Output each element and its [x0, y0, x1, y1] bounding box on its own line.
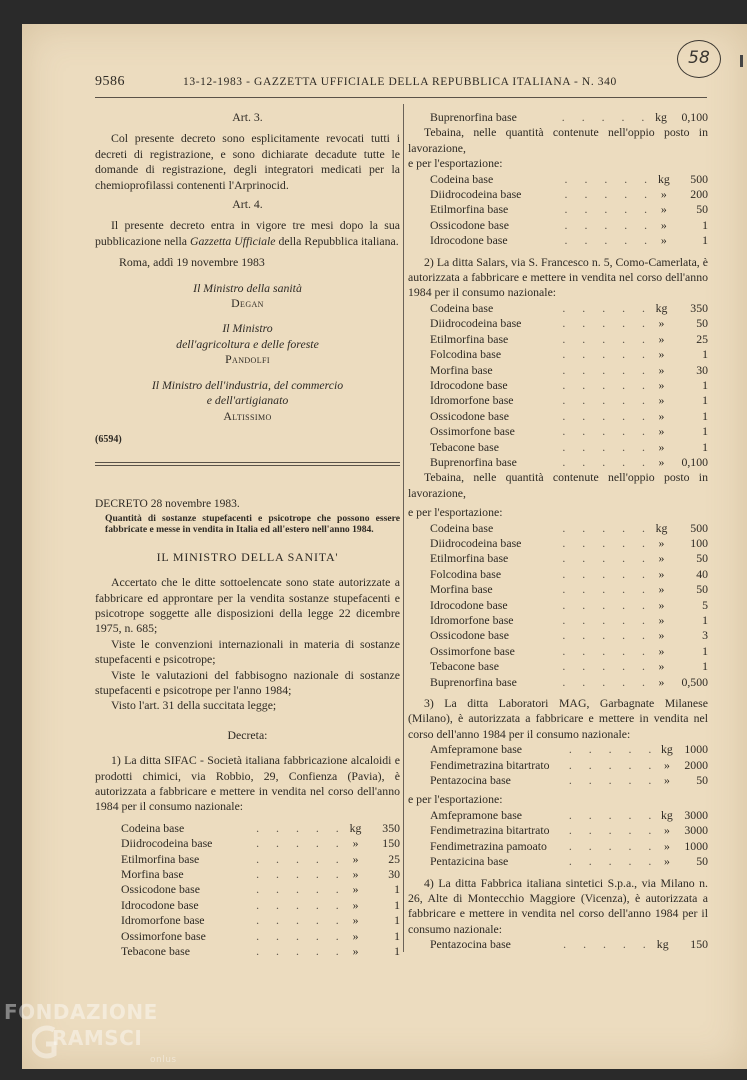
substance-name: Diidrocodeina base: [430, 187, 522, 202]
unit: »: [663, 823, 670, 838]
column-divider: [403, 104, 404, 952]
unit: »: [658, 454, 665, 469]
unit: »: [660, 217, 667, 232]
signature-1: [95, 281, 400, 312]
substance-name: Diidrocodeina base: [430, 535, 522, 550]
substance-name: Pentazocina base: [430, 937, 511, 952]
table-row: [430, 409, 708, 424]
quantity: 1: [702, 233, 708, 248]
table-row: [121, 944, 400, 959]
table-row: [430, 937, 708, 952]
item-2-text: 2) La ditta Salars, via S. Francesco n. 5, Como-Camerlata, è autorizzata a fabbricare e mettere in vendita nel corso dell'anno 1984 per il consumo nazionale:: [408, 254, 708, 300]
quantity: 200: [690, 187, 708, 202]
item-1-table: [121, 821, 400, 960]
table-row: [430, 742, 708, 757]
table-row: [430, 839, 708, 854]
table-row: [430, 551, 708, 566]
leader-dots: . . . . .: [564, 217, 655, 232]
item-3-text: 3) La ditta Laboratori MAG, Garbagnate Milanese (Milano), è autorizzata a fabbricare e mettere in vendita nel corso dell'anno 1984 per il consumo nazionale:: [408, 696, 708, 741]
unit: »: [658, 393, 665, 408]
leader-dots: . . . . .: [562, 674, 652, 689]
leader-dots: . . . . .: [562, 393, 652, 408]
unit: »: [663, 838, 670, 853]
table-row: [430, 613, 708, 628]
leader-dots: . . . . .: [562, 566, 652, 581]
quantity: 30: [388, 867, 400, 882]
unit: »: [352, 882, 359, 897]
decree-title: DECRETO 28 novembre 1983.: [95, 498, 240, 511]
table-row: [430, 332, 708, 347]
table-row: [430, 440, 708, 455]
table-row: [430, 301, 708, 316]
leader-dots: . . . . .: [256, 867, 346, 882]
substance-name: Morfina base: [430, 362, 493, 377]
leader-dots: . . . . .: [562, 362, 652, 377]
quantity: 1: [702, 377, 708, 392]
substance-name: Etilmorfina base: [430, 202, 509, 217]
article-4-heading: Art. 4.: [232, 197, 263, 212]
edge-mark: [740, 55, 743, 67]
leader-dots: . . . . .: [256, 913, 346, 928]
table-row: [430, 854, 708, 869]
leader-dots: . . . . .: [562, 331, 652, 346]
leader-dots: . . . . .: [568, 823, 659, 838]
quantity: 50: [696, 773, 708, 788]
quantity: 1: [702, 659, 708, 674]
substance-name: Idromorfone base: [430, 393, 514, 408]
article-4-text: Il presente decreto entra in vigore tre mesi dopo la sua pubblicazione nella Gazzetta Ufficiale della Repubblica italiana.: [95, 218, 400, 248]
table-row: [430, 110, 708, 125]
preamble-3: Viste le valutazioni del fabbisogno nazionale di sostanze stupefacenti e psicotrope per l'anno 1984;: [95, 667, 400, 697]
leader-dots: . . . . .: [256, 820, 346, 835]
quantity: 1: [702, 393, 708, 408]
table-row: [430, 598, 708, 613]
unit: »: [352, 867, 359, 882]
substance-name: Pentazicina base: [430, 854, 509, 869]
substance-name: Codeina base: [430, 520, 494, 535]
table-row: [430, 455, 708, 470]
substance-name: Tebacone base: [430, 439, 499, 454]
leader-dots: . . . . .: [562, 347, 652, 362]
signature-3-name: Altissimo: [223, 408, 272, 423]
leader-dots: . . . . .: [562, 520, 652, 535]
export-1-table: [430, 172, 708, 249]
preamble-1: Accertato che le ditte sottoelencate sono state autorizzate a fabbricare ed approntare per la vendita sostanze stupefacenti e psicotrope soggette alle disposizioni della legge 22 dicembre 1975, n. 685;: [95, 575, 400, 636]
quantity: 1: [702, 217, 708, 232]
tebaina-note-2: Tebaina, nelle quantità contenute nell'oppio posto in lavorazione,: [408, 470, 708, 500]
item-1-text: 1) La ditta SIFAC - Società italiana fabbricazione alcaloidi e prodotti chimici, via Robbio, 29, Confienza (Pavia), è autorizzata a fabbricare e mettere in vendita nel corso dell'anno 1984 per il consumo nazionale:: [95, 753, 400, 814]
table-row: [430, 628, 708, 643]
signature-3-role-a: Il Ministro dell'industria, del commercio: [151, 377, 344, 392]
quantity: 0,100: [681, 110, 708, 124]
unit: »: [663, 854, 670, 869]
item-4-table: [430, 937, 708, 952]
substance-name: Etilmorfina base: [121, 851, 200, 866]
quantity: 500: [690, 520, 708, 535]
unit: kg: [661, 742, 673, 757]
table-row: [430, 773, 708, 788]
signature-2-name: Pandolfi: [225, 352, 270, 367]
quantity: 1: [702, 424, 708, 439]
unit: kg: [655, 300, 668, 315]
quantity: 100: [690, 535, 708, 550]
table-row: [121, 821, 400, 836]
substance-name: Diidrocodeina base: [121, 836, 213, 851]
substance-name: Ossimorfone base: [430, 643, 515, 658]
unit: »: [658, 424, 665, 439]
unit: »: [658, 377, 665, 392]
leader-dots: . . . . .: [256, 944, 346, 959]
leader-dots: . . . . .: [256, 928, 346, 943]
quantity: 50: [696, 551, 708, 566]
table-row: [121, 852, 400, 867]
leader-dots: . . . . .: [256, 851, 346, 866]
item-4-text: 4) La ditta Fabbrica italiana sintetici S.p.a., via Milano n. 26, Alte di Montecchio Maggiore (Vicenza), è autorizzata a fabbricare e mettere in vendita nel corso dell'anno 1984 per il consumo nazionale:: [408, 875, 708, 936]
table-row: [430, 424, 708, 439]
table-row: [430, 536, 708, 551]
signature-2-role-b: dell'agricoltura e delle foreste: [176, 336, 319, 351]
unit: kg: [655, 520, 668, 535]
table-row: [430, 363, 708, 378]
table-row: [430, 393, 708, 408]
unit: »: [660, 233, 667, 248]
quantity: 50: [696, 202, 708, 217]
quantity: 350: [690, 300, 708, 315]
leader-dots: . . . . .: [564, 202, 655, 217]
leader-dots: . . . . .: [562, 316, 652, 331]
export-2-table: [430, 521, 708, 690]
item-3-table: [430, 742, 708, 788]
unit: »: [658, 535, 665, 550]
substance-name: Ossicodone base: [430, 628, 509, 643]
signature-3: [95, 378, 400, 424]
page-number: 9586: [95, 74, 125, 89]
unit: »: [658, 659, 665, 674]
unit: »: [658, 582, 665, 597]
substance-name: Idrocodone base: [430, 377, 508, 392]
table-row: [430, 218, 708, 233]
leader-dots: . . . . .: [564, 233, 655, 248]
watermark-line-1: FONDAZIONE: [4, 1000, 158, 1024]
leader-dots: . . . . .: [256, 897, 346, 912]
leader-dots: . . . . .: [562, 613, 652, 627]
leader-dots: . . . . .: [562, 377, 652, 392]
substance-name: Etilmorfina base: [430, 551, 509, 566]
table-row: [121, 898, 400, 913]
gazette-title: 13-12-1983 - GAZZETTA UFFICIALE DELLA REPUBBLICA ITALIANA - N. 340: [183, 76, 617, 88]
leader-dots: . . . . .: [256, 836, 346, 851]
quantity: 1000: [684, 742, 708, 757]
unit: »: [658, 439, 665, 454]
article-3-heading: Art. 3.: [232, 110, 263, 124]
leader-dots: . . . . .: [563, 937, 653, 952]
quantity: 1: [394, 882, 400, 897]
page-header: [95, 76, 705, 94]
watermark-line-3: onlus: [150, 1055, 177, 1065]
substance-name: Buprenorfina base: [430, 674, 517, 689]
table-row: [121, 836, 400, 851]
table-row: [430, 567, 708, 582]
unit: »: [658, 551, 665, 566]
substance-name: Amfepramone base: [430, 807, 523, 822]
leader-dots: . . . . .: [562, 643, 652, 658]
unit: kg: [656, 937, 669, 952]
table-row: [430, 202, 708, 217]
unit: kg: [349, 820, 362, 835]
unit: »: [352, 913, 359, 928]
decreta-heading: Decreta:: [227, 727, 268, 742]
leader-dots: . . . . .: [568, 838, 659, 853]
substance-name: Fendimetrazina pamoato: [430, 838, 547, 853]
leader-dots: . . . . .: [561, 110, 652, 124]
unit: »: [658, 408, 665, 423]
signature-3-role-b: e dell'artigianato: [206, 393, 289, 408]
substance-name: Pentazocina base: [430, 773, 511, 788]
unit: »: [658, 597, 665, 612]
leader-dots: . . . . .: [568, 757, 659, 772]
table-row: [430, 316, 708, 331]
signature-2-role-a: Il Ministro: [222, 321, 273, 336]
signature-1-role: Il Ministro della sanità: [193, 280, 302, 295]
section-double-rule: [95, 462, 400, 466]
unit: »: [352, 836, 359, 851]
export-label-1: e per l'esportazione:: [408, 156, 503, 171]
quantity: 1: [394, 928, 400, 943]
unit: »: [663, 757, 670, 772]
quantity: 150: [382, 836, 400, 851]
substance-name: Idromorfone base: [430, 613, 514, 627]
table-row: [430, 758, 708, 773]
preamble-2: Viste le convenzioni internazionali in materia di sostanze stupefacenti e psicotrope;: [95, 636, 400, 667]
unit: »: [352, 944, 359, 959]
quantity: 0,500: [681, 674, 708, 689]
substance-name: Morfina base: [121, 867, 184, 882]
quantity: 1: [702, 439, 708, 454]
quantity: 1: [702, 643, 708, 658]
handwritten-page-stamp: 58: [677, 40, 721, 78]
quantity: 500: [690, 171, 708, 186]
table-row: [430, 644, 708, 659]
unit: »: [658, 331, 665, 346]
substance-name: Amfepramone base: [430, 742, 523, 757]
leader-dots: . . . . .: [568, 773, 659, 788]
table-row: [430, 823, 708, 838]
quantity: 40: [696, 566, 708, 581]
article-3-text: Col presente decreto sono esplicitamente revocati tutti i decreti di registrazione, e sono dichiarate decadute tutte le domande di registrazione, degli integratori medicati per la chemioprofilassi contenenti l'Arprinocid.: [95, 131, 400, 192]
unit: »: [658, 347, 665, 362]
substance-name: Ossimorfone base: [121, 928, 206, 943]
substance-name: Ossicodone base: [430, 408, 509, 423]
tebaina-note-1: Tebaina, nelle quantità contenute nell'oppio posto in lavorazione,: [408, 125, 708, 155]
unit: »: [658, 566, 665, 581]
watermark-line-2: RAMSCI: [52, 1026, 143, 1050]
signature-1-name: Degan: [231, 296, 264, 311]
unit: »: [658, 643, 665, 658]
unit: »: [663, 773, 670, 788]
substance-name: Folcodina base: [430, 566, 502, 581]
leader-dots: . . . . .: [562, 535, 652, 550]
decree-subtitle: Quantità di sostanze stupefacenti e psicotrope che possono essere fabbricate e messe in vendita in Italia ed all'estero nell'anno 1984.: [105, 512, 400, 536]
quantity: 1: [702, 347, 708, 362]
substance-name: Folcodina base: [430, 347, 502, 362]
leader-dots: . . . . .: [562, 439, 652, 454]
table-row: [121, 929, 400, 944]
quantity: 3: [702, 628, 708, 643]
quantity: 25: [696, 331, 708, 346]
reference-number: (6594): [95, 433, 122, 445]
substance-name: Ossicodone base: [430, 217, 509, 232]
quantity: 1: [702, 408, 708, 423]
unit: »: [660, 187, 667, 202]
minister-heading: IL MINISTRO DELLA SANITA': [156, 549, 339, 564]
quantity: 350: [382, 820, 400, 835]
quantity: 0,100: [681, 454, 708, 469]
unit: »: [658, 316, 665, 331]
substance-name: Tebacone base: [121, 944, 190, 959]
substance-name: Etilmorfina base: [430, 331, 509, 346]
substance-name: Codeina base: [430, 171, 494, 186]
quantity: 50: [696, 316, 708, 331]
leader-dots: . . . . .: [564, 187, 655, 202]
place-date: Roma, addì 19 novembre 1983: [119, 255, 265, 270]
signature-2: [95, 321, 400, 367]
leader-dots: . . . . .: [562, 582, 652, 597]
unit: »: [660, 202, 667, 217]
substance-name: Morfina base: [430, 582, 493, 597]
table-row: [430, 521, 708, 536]
table-row: [430, 378, 708, 393]
quantity: 150: [690, 937, 708, 952]
table-row: [430, 187, 708, 202]
table-row: [430, 172, 708, 187]
leader-dots: . . . . .: [562, 597, 652, 612]
leader-dots: . . . . .: [568, 742, 659, 757]
unit: »: [352, 897, 359, 912]
item-1-continued-table: [430, 110, 708, 125]
leader-dots: . . . . .: [562, 628, 652, 643]
substance-name: Buprenorfina base: [430, 454, 517, 469]
table-row: [430, 233, 708, 248]
leader-dots: . . . . .: [562, 300, 652, 315]
leader-dots: . . . . .: [564, 171, 655, 186]
substance-name: Idrocodone base: [430, 233, 508, 248]
table-row: [430, 675, 708, 690]
item-2-table: [430, 301, 708, 470]
quantity: 3000: [684, 807, 708, 822]
substance-name: Codeina base: [430, 300, 494, 315]
unit: »: [658, 613, 665, 627]
unit: »: [352, 928, 359, 943]
table-row: [121, 867, 400, 882]
leader-dots: . . . . .: [562, 424, 652, 439]
substance-name: Fendimetrazina bitartrato: [430, 757, 550, 772]
unit: »: [352, 851, 359, 866]
substance-name: Idrocodone base: [121, 897, 199, 912]
unit: »: [658, 628, 665, 643]
unit: kg: [657, 171, 670, 186]
quantity: 25: [388, 851, 400, 866]
quantity: 1: [394, 897, 400, 912]
quantity: 3000: [684, 823, 708, 838]
table-row: [430, 808, 708, 823]
quantity: 30: [696, 362, 708, 377]
export-label-2: e per l'esportazione:: [408, 505, 503, 520]
substance-name: Diidrocodeina base: [430, 316, 522, 331]
leader-dots: . . . . .: [256, 882, 346, 897]
substance-name: Ossicodone base: [121, 882, 200, 897]
preamble-4: Visto l'art. 31 della succitata legge;: [111, 698, 277, 713]
quantity: 1: [702, 613, 708, 627]
table-row: [430, 347, 708, 362]
substance-name: Ossimorfone base: [430, 424, 515, 439]
substance-name: Idrocodone base: [430, 597, 508, 612]
table-row: [430, 582, 708, 597]
left-column: [95, 110, 400, 959]
quantity: 50: [696, 582, 708, 597]
substance-name: Tebacone base: [430, 659, 499, 674]
unit: kg: [661, 807, 673, 822]
substance-name: Idromorfone base: [121, 913, 205, 928]
substance-name: Codeina base: [121, 820, 185, 835]
leader-dots: . . . . .: [568, 807, 659, 822]
substance-name: Fendimetrazina bitartrato: [430, 823, 550, 838]
quantity: 2000: [684, 757, 708, 772]
leader-dots: . . . . .: [562, 551, 652, 566]
header-rule: [95, 97, 707, 98]
unit: kg: [655, 110, 667, 124]
quantity: 1000: [684, 838, 708, 853]
export-3-table: [430, 808, 708, 870]
right-column: [408, 110, 708, 953]
quantity: 50: [696, 854, 708, 869]
leader-dots: . . . . .: [562, 454, 652, 469]
export-label-3: e per l'esportazione:: [408, 792, 503, 807]
leader-dots: . . . . .: [562, 408, 652, 423]
leader-dots: . . . . .: [568, 854, 659, 869]
table-row: [430, 659, 708, 674]
unit: »: [658, 362, 665, 377]
quantity: 1: [394, 944, 400, 959]
leader-dots: . . . . .: [562, 659, 652, 674]
unit: »: [658, 674, 665, 689]
substance-name: Buprenorfina base: [430, 110, 517, 124]
quantity: 5: [702, 597, 708, 612]
fondazione-gramsci-watermark: [4, 1000, 204, 1070]
table-row: [121, 913, 400, 928]
quantity: 1: [394, 913, 400, 928]
table-row: [121, 882, 400, 897]
